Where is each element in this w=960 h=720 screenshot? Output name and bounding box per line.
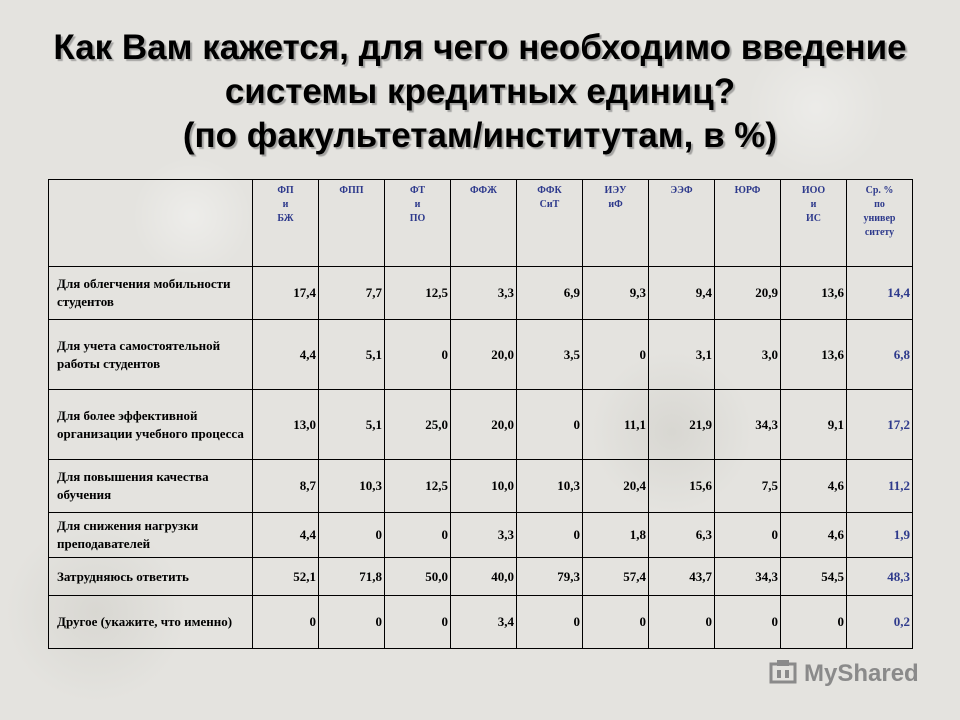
column-header [385, 180, 451, 267]
value-cell: 13,0 [253, 390, 319, 460]
column-header [583, 180, 649, 267]
value-cell: 0 [517, 596, 583, 649]
row-label: Для повышения качества обучения [49, 460, 253, 513]
column-header-line: ЭЭФ [670, 185, 693, 196]
value-cell: 0 [715, 596, 781, 649]
value-cell: 0 [649, 596, 715, 649]
table-row [49, 460, 913, 513]
value-cell: 0 [253, 596, 319, 649]
column-header-line: иФ [608, 199, 623, 210]
value-cell: 3,3 [451, 267, 517, 320]
value-cell: 4,4 [253, 513, 319, 558]
slide-title-line-1: Как Вам кажется, для чего необходимо введение [53, 28, 907, 67]
watermark-text: MyShared [804, 660, 919, 687]
row-label: Затрудняюсь ответить [49, 558, 253, 596]
value-cell: 7,7 [319, 267, 385, 320]
table-row [49, 513, 913, 558]
value-cell: 12,5 [385, 267, 451, 320]
value-cell: 5,1 [319, 390, 385, 460]
column-header-line: ФФЖ [469, 185, 498, 196]
value-cell: 21,9 [649, 390, 715, 460]
column-header-line: ИС [806, 213, 821, 224]
value-cell: 10,3 [517, 460, 583, 513]
value-cell: 43,7 [649, 558, 715, 596]
row-label: Для облегчения мобильности студентов [49, 267, 253, 320]
column-header [451, 180, 517, 267]
value-cell: 9,3 [583, 267, 649, 320]
value-cell: 13,6 [781, 267, 847, 320]
value-cell: 52,1 [253, 558, 319, 596]
value-cell: 20,9 [715, 267, 781, 320]
row-label: Для более эффективной организации учебного процесса [49, 390, 253, 460]
value-cell: 71,8 [319, 558, 385, 596]
value-cell: 54,5 [781, 558, 847, 596]
value-cell: 3,0 [715, 320, 781, 390]
column-header [715, 180, 781, 267]
value-cell: 13,6 [781, 320, 847, 390]
slide-title-line-2: системы кредитных единиц? [224, 72, 736, 111]
header-corner-cell [49, 180, 253, 267]
column-header-line: универ [863, 213, 896, 224]
value-cell: 7,5 [715, 460, 781, 513]
column-header [847, 180, 913, 267]
average-cell: 11,2 [847, 460, 913, 513]
value-cell: 20,0 [451, 320, 517, 390]
value-cell: 0 [319, 596, 385, 649]
row-label: Для учета самостоятельной работы студентов [49, 320, 253, 390]
table-row [49, 390, 913, 460]
average-cell: 1,9 [847, 513, 913, 558]
slide-title [0, 26, 960, 158]
value-cell: 0 [385, 513, 451, 558]
slide-title-line-3: (по факультетам/институтам, в %) [182, 116, 778, 155]
value-cell: 1,8 [583, 513, 649, 558]
value-cell: 11,1 [583, 390, 649, 460]
column-header-line: ФТ [409, 185, 425, 196]
column-header-line: ФП [277, 185, 294, 196]
table-row [49, 558, 913, 596]
value-cell: 12,5 [385, 460, 451, 513]
table-body [49, 267, 913, 649]
column-header-line: ИОО [801, 185, 826, 196]
value-cell: 6,3 [649, 513, 715, 558]
value-cell: 5,1 [319, 320, 385, 390]
column-header [649, 180, 715, 267]
value-cell: 3,1 [649, 320, 715, 390]
column-header-line: по [874, 199, 885, 210]
value-cell: 4,6 [781, 513, 847, 558]
table-header-row [49, 180, 913, 267]
value-cell: 0 [385, 320, 451, 390]
average-cell: 6,8 [847, 320, 913, 390]
row-label: Другое (укажите, что именно) [49, 596, 253, 649]
value-cell: 34,3 [715, 390, 781, 460]
value-cell: 0 [319, 513, 385, 558]
column-header-line: Ср. % [865, 185, 894, 196]
column-header-line: ситету [864, 227, 895, 238]
value-cell: 10,0 [451, 460, 517, 513]
value-cell: 0 [781, 596, 847, 649]
value-cell: 9,4 [649, 267, 715, 320]
column-header-line: ПО [409, 213, 426, 224]
value-cell: 0 [583, 320, 649, 390]
column-header-line: и [810, 199, 817, 210]
value-cell: 10,3 [319, 460, 385, 513]
value-cell: 3,5 [517, 320, 583, 390]
value-cell: 57,4 [583, 558, 649, 596]
column-header-line: ЮРФ [734, 185, 761, 196]
column-header-line: ИЭУ [604, 185, 627, 196]
average-cell: 48,3 [847, 558, 913, 596]
value-cell: 0 [583, 596, 649, 649]
average-cell: 14,4 [847, 267, 913, 320]
value-cell: 0 [385, 596, 451, 649]
value-cell: 40,0 [451, 558, 517, 596]
value-cell: 25,0 [385, 390, 451, 460]
myshared-logo-icon [768, 658, 798, 688]
value-cell: 4,6 [781, 460, 847, 513]
value-cell: 3,3 [451, 513, 517, 558]
value-cell: 20,0 [451, 390, 517, 460]
value-cell: 9,1 [781, 390, 847, 460]
column-header-line: и [282, 199, 289, 210]
value-cell: 0 [517, 390, 583, 460]
value-cell: 17,4 [253, 267, 319, 320]
survey-table [48, 179, 913, 649]
column-header-line: ФПП [339, 185, 364, 196]
value-cell: 20,4 [583, 460, 649, 513]
value-cell: 15,6 [649, 460, 715, 513]
value-cell: 0 [517, 513, 583, 558]
watermark [768, 656, 928, 692]
value-cell: 4,4 [253, 320, 319, 390]
value-cell: 3,4 [451, 596, 517, 649]
row-label: Для снижения нагрузки преподавателей [49, 513, 253, 558]
value-cell: 0 [715, 513, 781, 558]
column-header [517, 180, 583, 267]
value-cell: 34,3 [715, 558, 781, 596]
value-cell: 6,9 [517, 267, 583, 320]
column-header-line: СиТ [539, 199, 560, 210]
value-cell: 8,7 [253, 460, 319, 513]
average-cell: 0,2 [847, 596, 913, 649]
column-header [781, 180, 847, 267]
value-cell: 79,3 [517, 558, 583, 596]
table-row [49, 267, 913, 320]
column-header-line: ФФК [537, 185, 562, 196]
column-header-line: БЖ [277, 213, 294, 224]
column-header [253, 180, 319, 267]
column-header-line: и [414, 199, 421, 210]
average-cell: 17,2 [847, 390, 913, 460]
table-row [49, 596, 913, 649]
table-row [49, 320, 913, 390]
value-cell: 50,0 [385, 558, 451, 596]
column-header [319, 180, 385, 267]
